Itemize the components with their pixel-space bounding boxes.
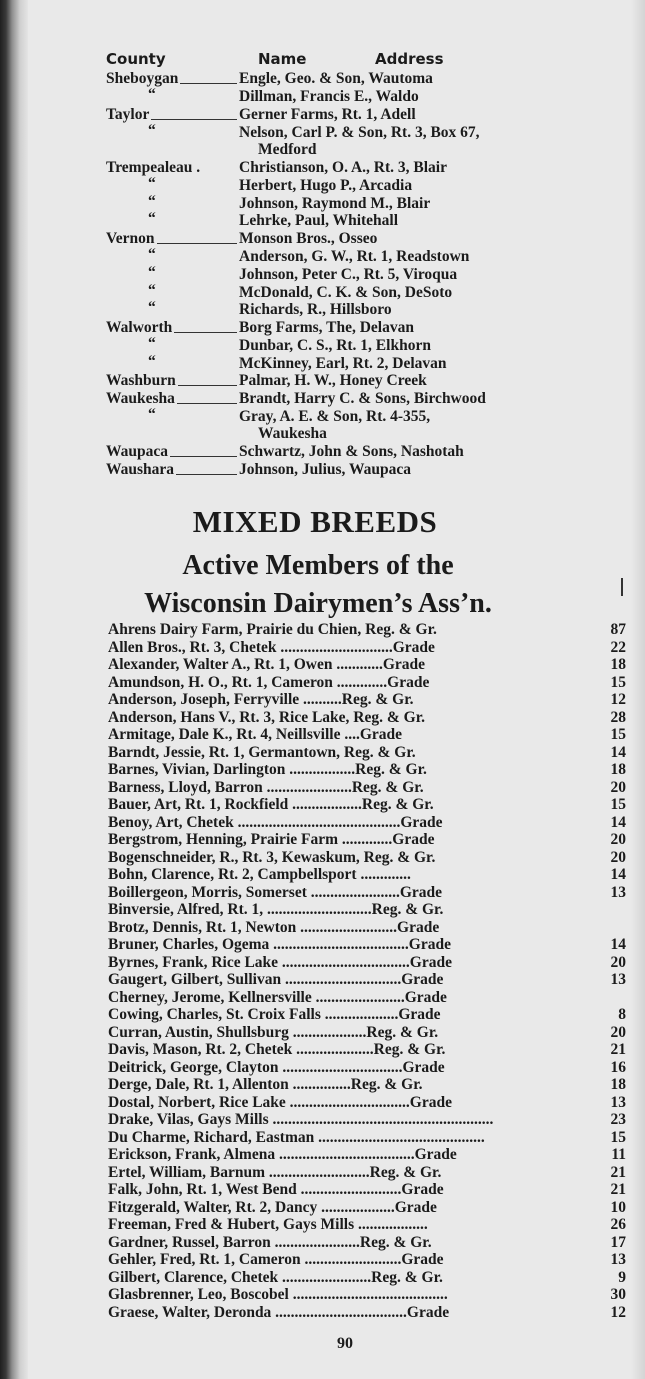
member-entry: Ahrens Dairy Farm, Prairie du Chien, Reg. & Gr.	[108, 621, 437, 638]
member-entry: Brotz, Dennis, Rt. 1, Newton .........................Grade	[108, 919, 440, 936]
leader-line	[180, 83, 237, 84]
member-entry: Derge, Dale, Rt. 1, Allenton ...............Reg. & Gr.	[108, 1076, 423, 1093]
section-title: MIXED BREEDS	[192, 504, 438, 539]
member-count: 21	[610, 1164, 626, 1181]
name-address: Johnson, Peter C., Rt. 5, Viroqua	[239, 266, 458, 283]
name-address: Monson Bros., Osseo	[239, 230, 378, 247]
member-row	[108, 919, 626, 937]
county-name: “	[148, 299, 156, 316]
county-name: Trempealeau .	[106, 159, 201, 176]
member-row	[108, 1181, 626, 1199]
county-name: Taylor	[106, 106, 150, 123]
member-entry: Armitage, Dale K., Rt. 4, Neillsville ....Grade	[108, 726, 403, 743]
member-entry: Du Charme, Richard, Eastman ...........................................	[108, 1129, 485, 1146]
member-entry: Gehler, Fred, Rt. 1, Cameron .........................Grade	[108, 1251, 444, 1268]
member-entry: Anderson, Hans V., Rt. 3, Rice Lake, Reg. & Gr.	[108, 709, 426, 726]
member-entry: Binversie, Alfred, Rt. 1, ...........................Reg. & Gr.	[108, 901, 444, 918]
county-name: “	[148, 264, 156, 281]
member-row	[108, 936, 626, 954]
member-row	[108, 1006, 626, 1024]
member-entry: Bauer, Art, Rt. 1, Rockfield ..................Reg. & Gr.	[108, 796, 434, 813]
member-count: 21	[610, 1181, 626, 1198]
member-entry: Erickson, Frank, Almena ...................................Grade	[108, 1146, 457, 1163]
member-count: 13	[610, 1094, 626, 1111]
member-entry: Drake, Vilas, Gays Mills .........................................................	[108, 1111, 494, 1128]
member-entry: Cherney, Jerome, Kellnersville .......................Grade	[108, 989, 447, 1006]
member-count: 20	[610, 954, 626, 971]
member-entry: Fitzgerald, Walter, Rt. 2, Dancy ...................Grade	[108, 1199, 437, 1216]
member-row	[108, 1251, 626, 1269]
member-count: 15	[610, 726, 626, 743]
county-name: Sheboygan	[106, 70, 179, 87]
member-count: 22	[610, 639, 626, 656]
member-row	[108, 761, 626, 779]
member-row	[108, 814, 626, 832]
member-row	[108, 674, 626, 692]
member-row	[108, 849, 626, 867]
name-address: Dillman, Francis E., Waldo	[239, 88, 419, 105]
member-row	[108, 989, 626, 1007]
member-entry: Bogenschneider, R., Rt. 3, Kewaskum, Reg. & Gr.	[108, 849, 436, 866]
member-count: 11	[611, 1146, 626, 1163]
member-row	[108, 1234, 626, 1252]
name-address: Palmar, H. W., Honey Creek	[239, 372, 427, 389]
member-row	[108, 1146, 626, 1164]
member-count: 12	[610, 1304, 626, 1321]
header-county: County	[106, 50, 166, 68]
member-count: 26	[610, 1216, 626, 1233]
member-count: 14	[610, 936, 626, 953]
member-count: 9	[618, 1269, 626, 1286]
leader-line	[176, 474, 237, 475]
name-address: Anderson, G. W., Rt. 1, Readstown	[239, 248, 470, 265]
name-address: Lehrke, Paul, Whitehall	[239, 212, 399, 229]
county-name: “	[148, 353, 156, 370]
member-count: 20	[610, 779, 626, 796]
county-name: “	[148, 246, 156, 263]
member-entry: Alexander, Walter A., Rt. 1, Owen ............Grade	[108, 656, 426, 673]
member-entry: Cowing, Charles, St. Croix Falls ...................Grade	[108, 1006, 441, 1023]
member-entry: Glasbrenner, Leo, Boscobel ........................................	[108, 1286, 448, 1303]
member-count: 13	[610, 884, 626, 901]
county-name: Waushara	[106, 461, 175, 478]
member-count: 15	[610, 796, 626, 813]
member-entry: Barnes, Vivian, Darlington .................Reg. & Gr.	[108, 761, 427, 778]
county-name: Walworth	[106, 319, 173, 336]
member-entry: Anderson, Joseph, Ferryville ..........Reg. & Gr.	[108, 691, 414, 708]
name-address: Schwartz, John & Sons, Nashotah	[239, 443, 464, 460]
leader-line	[170, 456, 237, 457]
member-entry: Gardner, Russel, Barron ......................Reg. & Gr.	[108, 1234, 432, 1251]
member-row	[108, 1269, 626, 1287]
member-row	[108, 1129, 626, 1147]
name-address: Christianson, O. A., Rt. 3, Blair	[239, 159, 447, 176]
county-name: “	[148, 210, 156, 227]
member-row	[108, 866, 626, 884]
county-name: Waupaca	[106, 443, 169, 460]
member-count: 20	[610, 831, 626, 848]
member-row	[108, 709, 626, 727]
member-row	[108, 1059, 626, 1077]
member-row	[108, 726, 626, 744]
member-entry: Barndt, Jessie, Rt. 1, Germantown, Reg. & Gr.	[108, 744, 416, 761]
subtitle-line-1: Active Members of the	[182, 550, 454, 581]
county-name: “	[148, 406, 156, 423]
member-count: 15	[610, 1129, 626, 1146]
member-entry: Bruner, Charles, Ogema ...................................Grade	[108, 936, 451, 953]
member-count: 15	[610, 674, 626, 691]
member-count: 16	[610, 1059, 626, 1076]
member-row	[108, 796, 626, 814]
member-count: 8	[618, 1006, 626, 1023]
name-address: Nelson, Carl P. & Son, Rt. 3, Box 67,	[239, 124, 480, 141]
member-entry: Bohn, Clarence, Rt. 2, Campbellsport .............	[108, 866, 411, 883]
name-address: Waukesha	[258, 425, 327, 442]
member-row	[108, 1304, 626, 1322]
member-row	[108, 831, 626, 849]
county-name: Waukesha	[106, 390, 175, 407]
member-entry: Allen Bros., Rt. 3, Chetek .............................Grade	[108, 639, 435, 656]
member-row	[108, 621, 626, 639]
member-row	[108, 884, 626, 902]
subtitle-line-2: Wisconsin Dairymen’s Ass’n.	[144, 588, 492, 619]
member-count: 10	[610, 1199, 626, 1216]
member-row	[108, 1216, 626, 1234]
member-count: 20	[610, 1024, 626, 1041]
name-address: Johnson, Raymond M., Blair	[239, 195, 431, 212]
name-address: Richards, R., Hillsboro	[239, 301, 392, 318]
name-address: Borg Farms, The, Delavan	[239, 319, 414, 336]
member-row	[108, 1024, 626, 1042]
name-address: Brandt, Harry C. & Sons, Birchwood	[239, 390, 486, 407]
name-address: Engle, Geo. & Son, Wautoma	[239, 70, 433, 87]
name-address: Gray, A. E. & Son, Rt. 4-355,	[239, 408, 431, 425]
member-row	[108, 971, 626, 989]
member-count: 18	[610, 1076, 626, 1093]
member-entry: Benoy, Art, Chetek ..........................................Grade	[108, 814, 443, 831]
leader-line	[177, 403, 237, 404]
name-address: Dunbar, C. S., Rt. 1, Elkhorn	[239, 337, 431, 354]
member-row	[108, 1164, 626, 1182]
county-name: “	[148, 86, 156, 103]
member-count: 14	[610, 866, 626, 883]
member-count: 23	[610, 1111, 626, 1128]
county-name: “	[148, 122, 156, 139]
leader-line	[178, 385, 237, 386]
member-entry: Gaugert, Gilbert, Sullivan ..............................Grade	[108, 971, 444, 988]
member-entry: Gilbert, Clarence, Chetek .......................Reg. & Gr.	[108, 1269, 443, 1286]
name-address: McDonald, C. K. & Son, DeSoto	[239, 284, 453, 301]
member-count: 13	[610, 971, 626, 988]
county-name: “	[148, 175, 156, 192]
member-count: 13	[610, 1251, 626, 1268]
member-entry: Byrnes, Frank, Rice Lake .................................Grade	[108, 954, 452, 971]
member-count: 14	[610, 814, 626, 831]
member-row	[108, 1199, 626, 1217]
leader-line	[157, 243, 237, 244]
header-address: Address	[375, 50, 444, 68]
member-row	[108, 1041, 626, 1059]
header-name: Name	[258, 50, 307, 68]
member-row	[108, 954, 626, 972]
member-row	[108, 691, 626, 709]
member-row	[108, 744, 626, 762]
county-name: “	[148, 193, 156, 210]
member-count: 18	[610, 656, 626, 673]
member-entry: Deitrick, George, Clayton ...............................Grade	[108, 1059, 445, 1076]
member-count: 87	[610, 621, 626, 638]
leader-line	[151, 119, 237, 120]
member-entry: Falk, John, Rt. 1, West Bend ..........................Grade	[108, 1181, 444, 1198]
name-address: McKinney, Earl, Rt. 2, Delavan	[239, 355, 447, 372]
member-row	[108, 1286, 626, 1304]
member-entry: Freeman, Fred & Hubert, Gays Mills ..................	[108, 1216, 428, 1233]
page-number: 90	[337, 1335, 353, 1352]
member-count: 20	[610, 849, 626, 866]
member-count: 18	[610, 761, 626, 778]
member-count: 17	[610, 1234, 626, 1251]
member-entry: Bergstrom, Henning, Prairie Farm .............Grade	[108, 831, 435, 848]
county-name: Vernon	[106, 230, 155, 247]
member-entry: Amundson, H. O., Rt. 1, Cameron .............Grade	[108, 674, 430, 691]
member-entry: Ertel, William, Barnum ..........................Reg. & Gr.	[108, 1164, 442, 1181]
member-row	[108, 639, 626, 657]
member-entry: Graese, Walter, Deronda ..................................Grade	[108, 1304, 450, 1321]
leader-line	[174, 332, 237, 333]
member-entry: Boillergeon, Morris, Somerset .......................Grade	[108, 884, 443, 901]
member-row	[108, 901, 626, 919]
member-entry: Curran, Austin, Shullsburg ...................Reg. & Gr.	[108, 1024, 439, 1041]
member-count: 14	[610, 744, 626, 761]
member-row	[108, 1076, 626, 1094]
member-count: 12	[610, 691, 626, 708]
name-address: Herbert, Hugo P., Arcadia	[239, 177, 413, 194]
member-entry: Davis, Mason, Rt. 2, Chetek ....................Reg. & Gr.	[108, 1041, 446, 1058]
member-row	[108, 1094, 626, 1112]
name-address: Medford	[258, 141, 317, 158]
member-count: 30	[610, 1286, 626, 1303]
member-entry: Barness, Lloyd, Barron ......................Reg. & Gr.	[108, 779, 424, 796]
member-row	[108, 656, 626, 674]
name-address: Gerner Farms, Rt. 1, Adell	[239, 106, 416, 123]
member-count: 28	[610, 709, 626, 726]
member-row	[108, 1111, 626, 1129]
county-name: Washburn	[106, 372, 176, 389]
member-entry: Dostal, Norbert, Rice Lake ...............................Grade	[108, 1094, 452, 1111]
name-address: Johnson, Julius, Waupaca	[239, 461, 412, 478]
county-name: “	[148, 335, 156, 352]
member-row	[108, 779, 626, 797]
county-name: “	[148, 282, 156, 299]
member-count: 21	[610, 1041, 626, 1058]
